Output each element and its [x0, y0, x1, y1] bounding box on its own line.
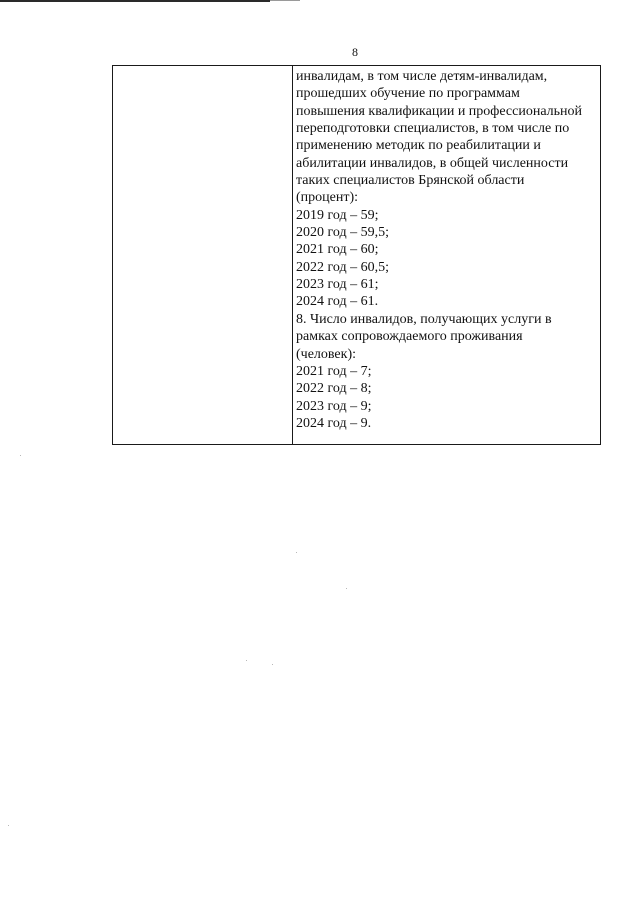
table-right-cell: [296, 68, 598, 432]
text-line: переподготовки специалистов, в том числе по: [296, 121, 570, 137]
year-value-line: 2023 год – 61;: [296, 277, 379, 293]
text-line: 8. Число инвалидов, получающих услуги в: [296, 311, 552, 327]
year-value-line: 2022 год – 8;: [296, 381, 372, 397]
scan-speck: [8, 825, 9, 826]
document-table: [112, 65, 601, 445]
text-line: повышения квалификации и профессиональной: [296, 103, 583, 119]
page-number: 8: [352, 45, 358, 59]
scan-speck: [272, 664, 273, 665]
scan-speck: [296, 552, 297, 553]
year-value-line: 2021 год – 60;: [296, 242, 379, 258]
text-line: прошедших обучение по программам: [296, 86, 520, 102]
year-value-line: 2020 год – 59,5;: [296, 225, 390, 241]
year-value-line: 2022 год – 60,5;: [296, 259, 390, 275]
year-value-line: 2023 год – 9;: [296, 398, 372, 414]
text-line: (процент):: [296, 190, 359, 206]
text-line: применению методик по реабилитации и: [296, 138, 541, 154]
text-line: абилитации инвалидов, в общей численности: [296, 155, 569, 171]
table-left-cell: [113, 66, 293, 444]
year-value-line: 2021 год – 7;: [296, 363, 372, 379]
scan-edge-mark-tail: [270, 0, 300, 1]
year-value-line: 2024 год – 61.: [296, 294, 379, 310]
scan-speck: [346, 588, 347, 589]
text-line: инвалидам, в том числе детям-инвалидам,: [296, 69, 548, 84]
text-line: таких специалистов Брянской области: [296, 173, 525, 189]
year-value-line: 2019 год – 59;: [296, 207, 379, 223]
scan-edge-mark: [0, 0, 270, 2]
text-line: (человек):: [296, 346, 356, 362]
scan-speck: [20, 455, 21, 456]
text-line: рамках сопровождаемого проживания: [296, 329, 523, 345]
year-value-line: 2024 год – 9.: [296, 415, 372, 431]
scan-speck: [246, 660, 247, 661]
